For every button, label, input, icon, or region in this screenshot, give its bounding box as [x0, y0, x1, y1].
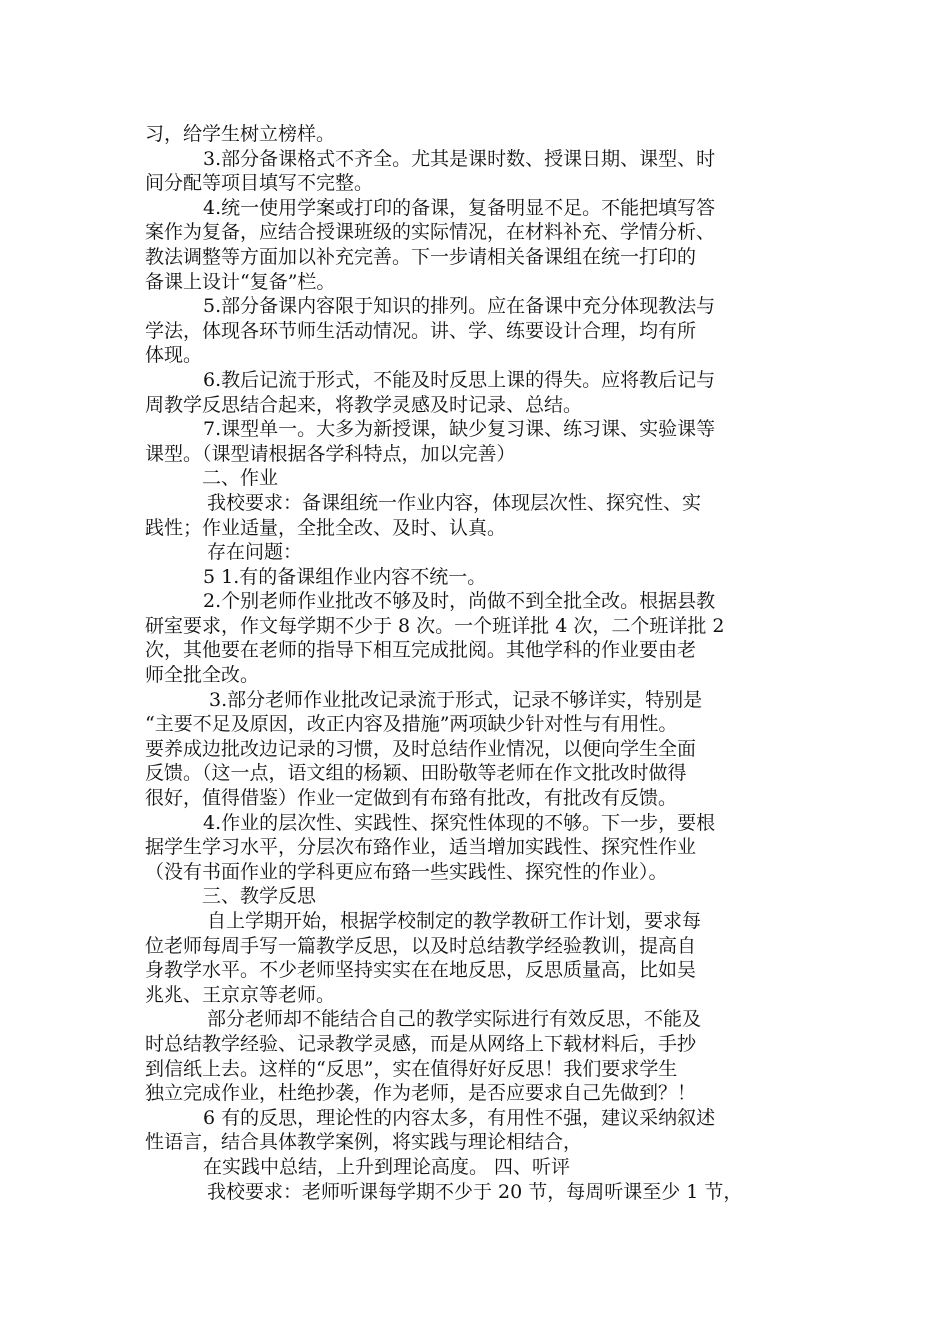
paragraph-item-5: 5.部分备课内容限于知识的排列。应在备课中充分体现教法与	[203, 295, 716, 318]
text-line: 课型。（课型请根据各学科特点，加以完善）	[145, 442, 516, 465]
paragraph-item-3b: 3.部分老师作业批改记录流于形式，记录不够详实，特别是	[209, 688, 703, 711]
text-line: 独立完成作业，杜绝抄袭，作为老师，是否应要求自己先做到？！	[145, 1082, 697, 1105]
text-line: 兆兆、王京京等老师。	[145, 983, 336, 1006]
document-body	[145, 122, 815, 1204]
text-line: 存在问题：	[207, 541, 303, 564]
text-line: 要养成边批改边记录的习惯，及时总结作业情况，以便向学生全面	[145, 737, 697, 760]
text-line: 身教学水平。不少老师坚持实实在在地反思，反思质量高，比如吴	[145, 959, 697, 982]
text-line: 很好，值得借鉴）作业一定做到有布臵有批改，有批改有反馈。	[145, 787, 678, 810]
text-line: 学法，体现各环节师生活动情况。讲、学、练要设计合理，均有所	[145, 319, 697, 342]
text-line: 教法调整等方面加以补充完善。下一步请相关备课组在统一打印的	[145, 245, 697, 268]
text-line: 部分老师却不能结合自己的教学实际进行有效反思，不能及	[207, 1008, 702, 1031]
text-line: 次，其他要在老师的指导下相互完成批阅。其他学科的作业要由老	[145, 639, 697, 662]
paragraph-item-4b: 4.作业的层次性、实践性、探究性体现的不够。下一步，要根	[203, 811, 716, 834]
text-line: 我校要求：老师听课每学期不少于 20 节，每周听课至少 1 节，	[207, 1180, 743, 1203]
text-line: （没有书面作业的学科更应布臵一些实践性、探究性的作业）。	[145, 860, 668, 883]
text-line: 研室要求，作文每学期不少于 8 次。一个班详批 4 次，二个班详批 2	[145, 614, 725, 637]
text-line: 师全批全改。	[145, 664, 260, 687]
text-line: 间分配等项目填写不完整。	[145, 172, 374, 195]
text-line: 自上学期开始，根据学校制定的教学教研工作计划，要求每	[207, 910, 702, 932]
section-heading-homework: 二、作业	[202, 467, 279, 490]
text-line: 6 有的反思，理论性的内容太多，有用性不强，建议采纳叙述	[203, 1106, 716, 1129]
text-line: 习，给学生树立榜样。	[145, 123, 336, 145]
paragraph-item-1: 5 1.有的备课组作业内容不统一。	[203, 565, 487, 588]
section-heading-reflection: 三、教学反思	[202, 885, 317, 908]
text-line: 位老师每周手写一篇教学反思，以及时总结教学经验教训，提高自	[145, 934, 697, 957]
text-line: 性语言，结合具体教学案例，将实践与理论相结合，	[145, 1131, 583, 1154]
text-line: 案作为复备，应结合授课班级的实际情况，在材料补充、学情分析、	[145, 221, 716, 244]
text-line: 备课上设计“复备”栏。	[145, 270, 336, 293]
text-line: 在实践中总结，上升到理论高度。 四、听评	[203, 1155, 571, 1178]
paragraph-item-4: 4.统一使用学案或打印的备课，复备明显不足。不能把填写答	[203, 196, 716, 219]
text-line: 反馈。（这一点，语文组的杨颖、田盼敬等老师在作文批改时做得	[145, 762, 687, 785]
text-line: 周教学反思结合起来，将教学灵感及时记录、总结。	[145, 393, 583, 416]
paragraph-item-7: 7.课型单一。大多为新授课，缺少复习课、练习课、实验课等	[203, 418, 716, 441]
text-line: 体现。	[145, 344, 203, 367]
paragraph-item-2: 2.个别老师作业批改不够及时，尚做不到全批全改。根据县教	[203, 590, 716, 613]
text-line: 时总结教学经验、记录教学灵感，而是从网络上下载材料后，手抄	[145, 1032, 697, 1055]
paragraph-item-3: 3.部分备课格式不齐全。尤其是课时数、授课日期、课型、时	[203, 147, 716, 170]
text-line: 我校要求：备课组统一作业内容，体现层次性、探究性、实	[207, 491, 702, 514]
paragraph-item-6: 6.教后记流于形式，不能及时反思上课的得失。应将教后记与	[203, 368, 716, 391]
text-line: 到信纸上去。这样的“反思”，实在值得好好反思！我们要求学生	[145, 1057, 678, 1080]
text-line: 据学生学习水平，分层次布臵作业，适当增加实践性、探究性作业	[145, 836, 697, 859]
text-line: “主要不足及原因，改正内容及措施”两项缺少针对性与有用性。	[145, 713, 678, 736]
text-line: 践性；作业适量，全批全改、及时、认真。	[145, 516, 507, 539]
